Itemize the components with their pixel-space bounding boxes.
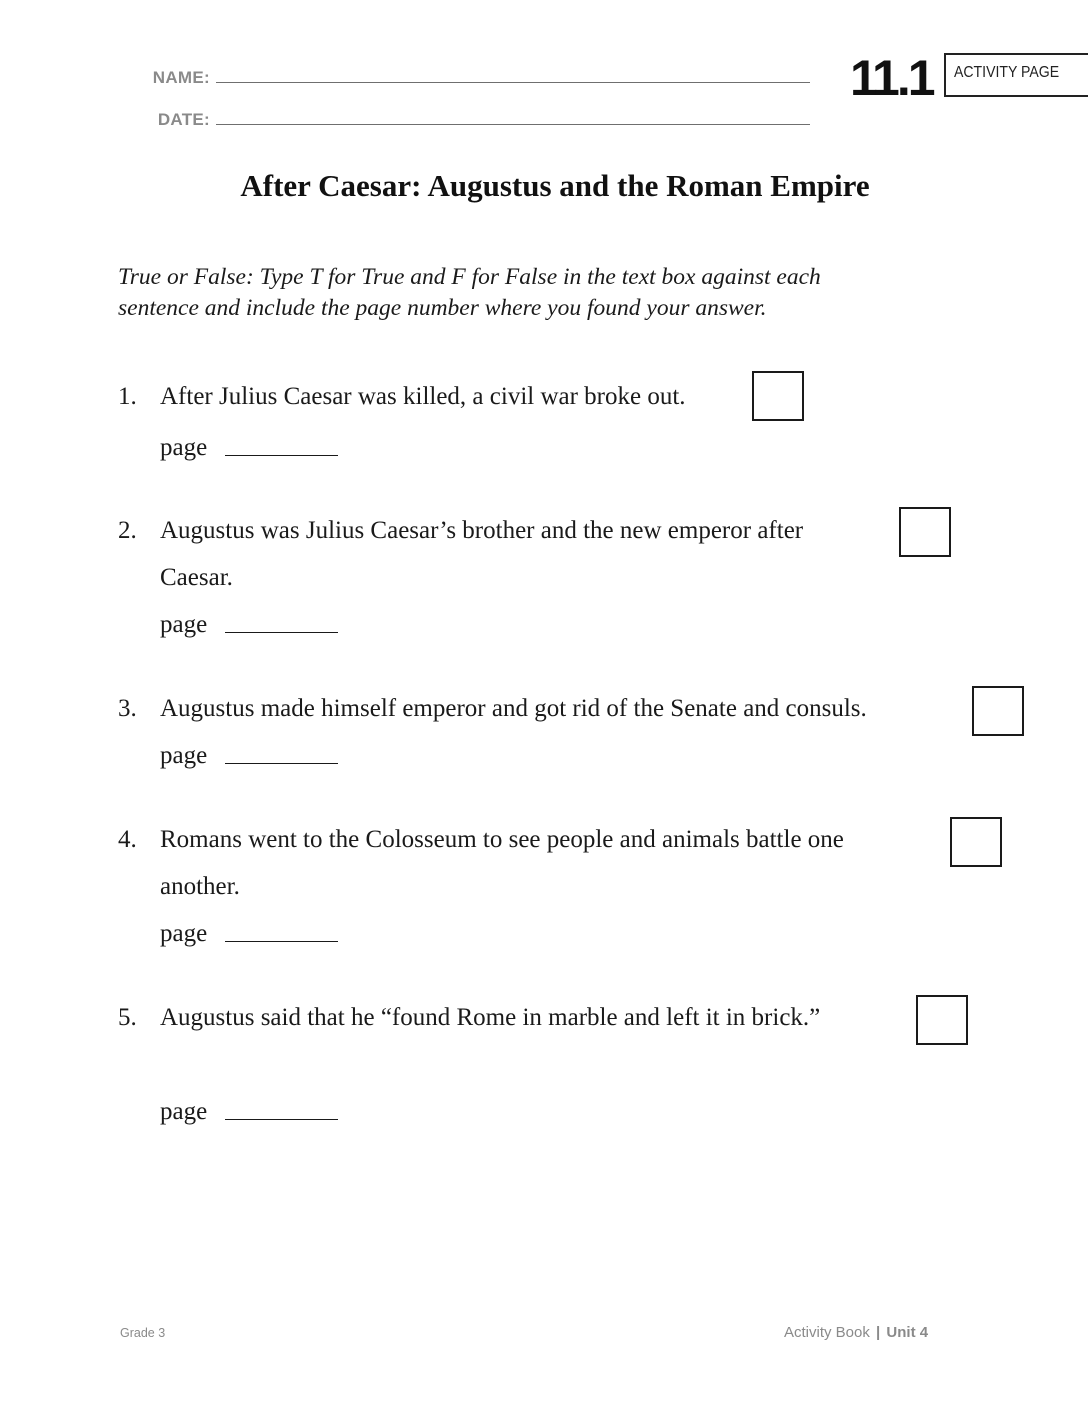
question-number: 3. (118, 695, 137, 722)
answer-box-5[interactable] (916, 995, 968, 1045)
page-label: page (160, 1098, 208, 1125)
instructions (118, 262, 918, 324)
page-number-field-3[interactable] (225, 763, 338, 764)
activity-page-label: ACTIVITY PAGE (954, 64, 1060, 81)
question-text-line: Augustus made himself emperor and got rid of the Senate and consuls. (160, 695, 867, 722)
footer-book-info (784, 1324, 928, 1341)
page-label: page (160, 742, 208, 769)
footer-grade: Grade 3 (120, 1326, 166, 1340)
date-label: DATE: (157, 110, 210, 129)
date-field[interactable] (216, 124, 810, 125)
question-text-line: another. (160, 873, 240, 900)
page-number-field-5[interactable] (225, 1119, 338, 1120)
page-number-field-4[interactable] (225, 941, 338, 942)
question-number: 5. (118, 1004, 137, 1031)
instructions-line-2: sentence and include the page number where you found your answer. (118, 295, 767, 321)
activity-number: 11.1 (850, 50, 933, 106)
question-number: 4. (118, 826, 137, 853)
question-text-line: Caesar. (160, 564, 233, 591)
answer-box-3[interactable] (972, 686, 1024, 736)
answer-box-4[interactable] (950, 817, 1002, 867)
page-title: After Caesar: Augustus and the Roman Empire (240, 168, 870, 203)
answer-box-1[interactable] (752, 371, 804, 421)
page-row-5 (160, 1097, 207, 1127)
page-number-field-2[interactable] (225, 632, 338, 633)
question-text-line: Augustus was Julius Caesar’s brother and the new emperor after (160, 517, 804, 544)
name-label: NAME: (152, 68, 210, 87)
question-text-line: After Julius Caesar was killed, a civil war broke out. (160, 383, 686, 410)
footer-separator: | (876, 1324, 881, 1341)
question-text-line: Romans went to the Colosseum to see people and animals battle one (160, 826, 844, 853)
question-text-line: Augustus said that he “found Rome in marble and left it in brick.” (160, 1004, 821, 1031)
name-field[interactable] (216, 82, 810, 83)
page-row-2 (160, 610, 207, 640)
question-number: 1. (118, 383, 137, 410)
footer-unit: Unit 4 (886, 1324, 929, 1341)
page-label: page (160, 611, 208, 638)
answer-box-2[interactable] (899, 507, 951, 557)
question-number: 2. (118, 517, 137, 544)
page-row-3 (160, 741, 207, 771)
page-row-4 (160, 919, 207, 949)
page-number-field-1[interactable] (225, 455, 338, 456)
page-label: page (160, 920, 208, 947)
page-label: page (160, 434, 208, 461)
footer-book: Activity Book (784, 1324, 870, 1341)
page-row-1 (160, 433, 207, 463)
instructions-line-1: True or False: Type T for True and F for False in the text box against each (118, 264, 821, 290)
